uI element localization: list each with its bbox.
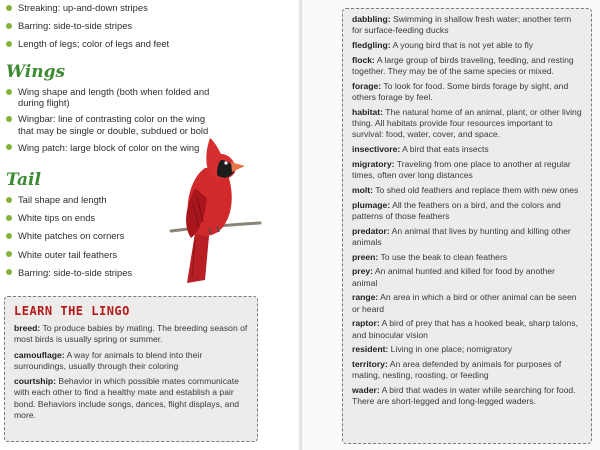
- glossary-entry: forage: To look for food. Some birds forage by sight, and others forage by feel.: [352, 80, 569, 102]
- lingo-entry: breed: To produce babies by mating. The breeding season of most birds is usually spring or summer.: [14, 323, 248, 345]
- bullet-dot-icon: [6, 41, 12, 47]
- wings-heading: Wings: [6, 62, 66, 82]
- glossary-entry: prey: An animal hunted and killed for food by another animal: [352, 266, 556, 288]
- list-item: Wing patch: large block of color on the wing: [0, 142, 222, 153]
- tail-bullet-list: [0, 194, 170, 278]
- list-item: White patches on corners: [0, 230, 170, 241]
- bullet-dot-icon: [6, 233, 12, 239]
- glossary-entry: raptor: A bird of prey that has a hooked beak, sharp talons, and binocular vision: [352, 318, 578, 340]
- glossary-entry: preen: To use the beak to clean feathers: [352, 251, 508, 262]
- lingo-title: LEARN THE LINGO: [14, 304, 130, 318]
- list-item: Barring: side-to-side stripes: [0, 20, 290, 31]
- glossary-entry: predator: An animal that lives by hunting and killing other animals: [352, 225, 571, 247]
- list-item: White tips on ends: [0, 212, 170, 223]
- lingo-entry: courtship: Behavior in which possible mates communicate with each other to find a healthy mate and establish a pair bond. Behaviors include songs, dances, flight displays, and more.: [14, 376, 240, 421]
- list-item: Streaking: up-and-down stripes: [0, 2, 290, 13]
- glossary-entry: resident: Living in one place; nomigratory: [352, 344, 513, 355]
- glossary-entry: plumage: All the feathers on a bird, and the colors and patterns of those feathers: [352, 199, 561, 221]
- eye-icon: [224, 161, 227, 164]
- glossary-entry: range: An area in which a bird or other animal can be seen or heard: [352, 292, 577, 314]
- bullet-dot-icon: [6, 23, 12, 29]
- glossary-entry: wader: A bird that wades in water while searching for food. There are short-legged and long-legged waders.: [352, 385, 576, 407]
- glossary-entry: migratory: Traveling from one place to another at regular times, often over long distances: [352, 158, 571, 180]
- list-item: Length of legs; color of legs and feet: [0, 38, 290, 49]
- glossary-entry: insectivore: A bird that eats insects: [352, 144, 489, 154]
- tail-heading: Tail: [6, 170, 41, 190]
- glossary-entry: dabbling: Swimming in shallow fresh water; another term for surface-feeding ducks: [352, 14, 572, 36]
- glossary-entry: molt: To shed old feathers and replace them with new ones: [352, 184, 579, 195]
- bullet-dot-icon: [6, 144, 12, 150]
- top-bullet-list: [0, 2, 290, 50]
- glossary-entry: habitat: The natural home of an animal, plant, or other living thing. All habitats provide four resources important to survival: food, water, cover, and space.: [352, 106, 582, 140]
- cardinal-bird-illustration: [165, 128, 265, 288]
- beak-shape: [231, 162, 245, 172]
- bullet-dot-icon: [6, 5, 12, 11]
- bullet-dot-icon: [6, 116, 12, 122]
- list-item: Wing shape and length (both when folded and during flight): [0, 86, 222, 108]
- glossary-entry: flock: A large group of birds traveling, feeding, and resting together. They may be of the same species or mixed.: [352, 54, 574, 76]
- tail-shape: [187, 233, 209, 283]
- glossary-entry: fledgling: A young bird that is not yet able to fly: [352, 40, 534, 50]
- glossary-entry: territory: An area defended by animals for purposes of mating, nesting, roosting, or feeding: [352, 359, 562, 381]
- learn-the-lingo-box: [4, 296, 258, 442]
- lingo-entry: camouflage: A way for animals to blend into their surroundings, usually through their coloring: [14, 349, 203, 371]
- bullet-dot-icon: [6, 251, 12, 257]
- list-item: Wingbar: line of contrasting color on the wing that may be single or double, subdued or bold: [0, 113, 222, 135]
- list-item: White outer tail feathers: [0, 249, 170, 260]
- list-item: Tail shape and length: [0, 194, 170, 205]
- bullet-dot-icon: [6, 197, 12, 203]
- bullet-dot-icon: [6, 215, 12, 221]
- bullet-dot-icon: [6, 269, 12, 275]
- glossary-box: [342, 8, 592, 444]
- bullet-dot-icon: [6, 89, 12, 95]
- list-item: Barring: side-to-side stripes: [0, 267, 170, 278]
